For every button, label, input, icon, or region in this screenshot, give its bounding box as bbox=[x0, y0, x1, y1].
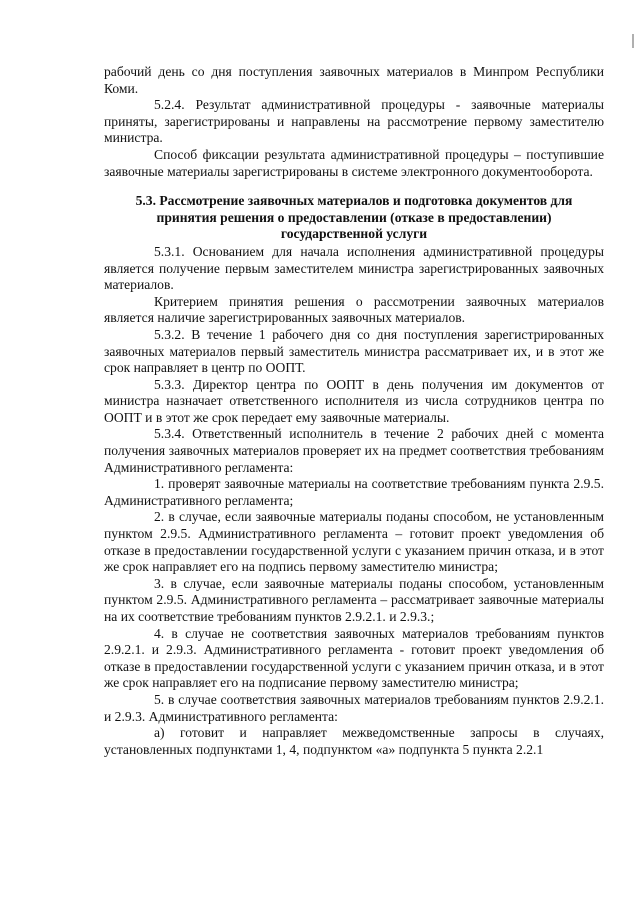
sub-item-a: а) готовит и направляет межведомственные запросы в случаях, установленных подпунктами 1, 4, подпунктом «а» подпункта 5 пункта 2.2.1 bbox=[104, 725, 604, 757]
paragraph-fixation-method: Способ фиксации результата административной процедуры – поступившие заявочные материалы зарегистрированы в системе электронного документооборота. bbox=[104, 146, 604, 179]
document-body bbox=[104, 64, 604, 758]
paragraph-5-3-1: 5.3.1. Основанием для начала исполнения административной процедуры является получение первым заместителем министра зарегистрированных заявочных материалов. bbox=[104, 243, 604, 293]
list-item-4: 4. в случае не соответствия заявочных материалов требованиям пунктов 2.9.2.1. и 2.9.3. Административного регламента - готовит проект уведомления об отказе в предоставлении государственной услуги с указанием причин отказа, и в этот же срок направляет его на подписание первому заместителю министра; bbox=[104, 625, 604, 691]
section-heading-5-3: 5.3. Рассмотрение заявочных материалов и подготовка документов для принятия решения о предоставлении (отказе в предоставлении) государственной услуги bbox=[135, 193, 573, 242]
scan-edge-mark bbox=[632, 34, 634, 48]
paragraph-criterion: Критерием принятия решения о рассмотрении заявочных материалов является наличие зарегистрированных заявочных материалов. bbox=[104, 293, 604, 326]
list-item-5: 5. в случае соответствия заявочных материалов требованиям пунктов 2.9.2.1. и 2.9.3. Административного регламента: bbox=[104, 691, 604, 724]
paragraph-5-3-2: 5.3.2. В течение 1 рабочего дня со дня поступления зарегистрированных заявочных материалов первый заместитель министра рассматривает их, и в этот же срок направляет в центр по ООПТ. bbox=[104, 326, 604, 376]
list-item-2: 2. в случае, если заявочные материалы поданы способом, не установленным пунктом 2.9.5. Административного регламента – готовит проект уведомления об отказе в предоставлении государственной услуги с указанием причин отказа, и в этот же срок направляет его на подпись первому заместителю министра; bbox=[104, 509, 604, 575]
list-item-3: 3. в случае, если заявочные материалы поданы способом, установленным пунктом 2.9.5. Административного регламента – рассматривает заявочные материалы на их соответствие требованиям пунктов 2.9.2.1. и 2.9.3.; bbox=[104, 575, 604, 624]
paragraph-5-2-4: 5.2.4. Результат административной процедуры - заявочные материалы приняты, зарегистрированы и направлены на рассмотрение первому заместителю министра. bbox=[104, 97, 604, 146]
paragraph-5-3-3: 5.3.3. Директор центра по ООПТ в день получения им документов от министра назначает ответственного исполнителя из числа сотрудников центра по ООПТ и в этот же срок передает ему заявочные материалы. bbox=[104, 376, 604, 425]
list-item-1: 1. проверят заявочные материалы на соответствие требованиям пункта 2.9.5. Административного регламента; bbox=[104, 476, 604, 508]
paragraph-5-3-4: 5.3.4. Ответственный исполнитель в течение 2 рабочих дней с момента получения заявочных материалов проверяет их на предмет соответствия требованиям Административного регламента: bbox=[104, 426, 604, 475]
paragraph-continuation: рабочий день со дня поступления заявочных материалов в Минпром Республики Коми. bbox=[104, 64, 604, 96]
